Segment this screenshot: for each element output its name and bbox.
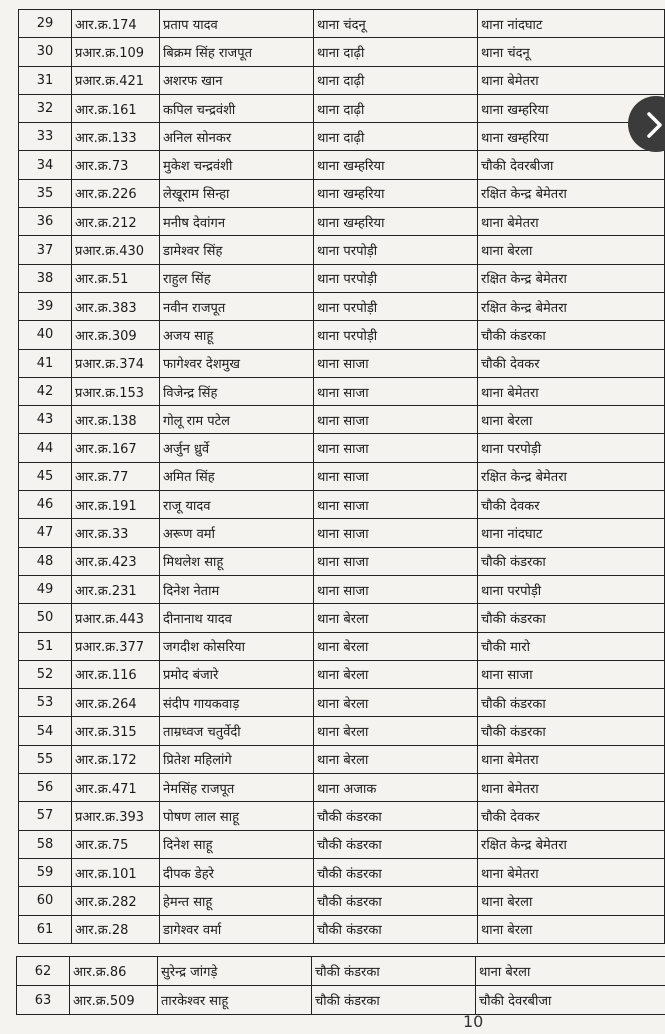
table-row — [19, 236, 665, 264]
employee-name-cell: प्रमोद बंजारे — [160, 660, 314, 688]
employee-name-cell: अनिल सोनकर — [160, 123, 314, 151]
employee-name-cell: दिनेश नेताम — [160, 575, 314, 603]
serial-number-cell: 30 — [19, 38, 72, 66]
employee-name-cell: प्रितेश महिलांगे — [160, 745, 314, 773]
rank-number-cell: आर.क्र.282 — [72, 887, 160, 915]
current-posting-cell: थाना अजाक — [314, 774, 478, 802]
current-posting-cell: थाना बेरला — [314, 632, 478, 660]
serial-number-cell: 58 — [19, 830, 72, 858]
rank-number-cell: आर.क्र.212 — [72, 208, 160, 236]
serial-number-cell: 41 — [19, 349, 72, 377]
current-posting-cell: थाना खम्हरिया — [314, 179, 478, 207]
current-posting-cell: चौकी कंडरका — [314, 858, 478, 886]
current-posting-cell: चौकी कंडरका — [314, 830, 478, 858]
serial-number-cell: 36 — [19, 208, 72, 236]
new-posting-cell: थाना बेमेतरा — [478, 208, 665, 236]
rank-number-cell: आर.क्र.75 — [72, 830, 160, 858]
table-row — [19, 802, 665, 830]
employee-name-cell: नेमसिंह राजपूत — [160, 774, 314, 802]
table-row — [19, 632, 665, 660]
new-posting-cell: थाना परपोड़ी — [478, 575, 665, 603]
table-row — [19, 745, 665, 773]
new-posting-cell: चौकी मारो — [478, 632, 665, 660]
current-posting-cell: थाना साजा — [314, 349, 478, 377]
serial-number-cell: 39 — [19, 292, 72, 320]
new-posting-cell: चौकी देवरबीजा — [478, 151, 665, 179]
employee-name-cell: लेखूराम सिन्हा — [160, 179, 314, 207]
rank-number-cell: आर.क्र.28 — [72, 915, 160, 943]
table-row — [19, 151, 665, 179]
table-row — [19, 38, 665, 66]
employee-name-cell: बिक्रम सिंह राजपूत — [160, 38, 314, 66]
employee-name-cell: मनीष देवांगन — [160, 208, 314, 236]
employee-name-cell: दिनेश साहू — [160, 830, 314, 858]
employee-name-cell: फागेश्वर देशमुख — [160, 349, 314, 377]
current-posting-cell: थाना दाढ़ी — [314, 123, 478, 151]
table-row — [19, 179, 665, 207]
new-posting-cell: चौकी देवकर — [478, 349, 665, 377]
rank-number-cell: प्रआर.क्र.377 — [72, 632, 160, 660]
new-posting-cell: रक्षित केन्द्र बेमेतरा — [478, 292, 665, 320]
employee-name-cell: प्रताप यादव — [160, 10, 314, 38]
new-posting-cell: थाना बेरला — [478, 915, 665, 943]
rank-number-cell: आर.क्र.172 — [72, 745, 160, 773]
table-row — [19, 660, 665, 688]
current-posting-cell: थाना बेरला — [314, 717, 478, 745]
employee-name-cell: अमित सिंह — [160, 462, 314, 490]
rank-number-cell: प्रआर.क्र.443 — [72, 604, 160, 632]
current-posting-cell: चौकी कंडरका — [314, 802, 478, 830]
current-posting-cell: चौकी कंडरका — [314, 887, 478, 915]
serial-number-cell: 55 — [19, 745, 72, 773]
new-posting-cell: रक्षित केन्द्र बेमेतरा — [478, 830, 665, 858]
rank-number-cell: आर.क्र.167 — [72, 434, 160, 462]
employee-name-cell: अशरफ खान — [160, 66, 314, 94]
employee-name-cell: राहुल सिंह — [160, 264, 314, 292]
serial-number-cell: 43 — [19, 406, 72, 434]
rank-number-cell: आर.क्र.383 — [72, 292, 160, 320]
new-posting-cell: थाना बेरला — [478, 887, 665, 915]
serial-number-cell: 42 — [19, 377, 72, 405]
serial-number-cell: 40 — [19, 321, 72, 349]
table-row — [19, 717, 665, 745]
serial-number-cell: 45 — [19, 462, 72, 490]
current-posting-cell: थाना परपोड़ी — [314, 264, 478, 292]
current-posting-cell: थाना साजा — [314, 519, 478, 547]
serial-number-cell: 50 — [19, 604, 72, 632]
rank-number-cell: आर.क्र.33 — [72, 519, 160, 547]
new-posting-cell: रक्षित केन्द्र बेमेतरा — [478, 264, 665, 292]
table-row — [19, 774, 665, 802]
rank-number-cell: आर.क्र.86 — [70, 957, 158, 986]
table-row — [19, 321, 665, 349]
employee-name-cell: पोषण लाल साहू — [160, 802, 314, 830]
current-posting-cell: थाना बेरला — [314, 604, 478, 632]
employee-name-cell: डागेश्वर वर्मा — [160, 915, 314, 943]
employee-name-cell: गोलू राम पटेल — [160, 406, 314, 434]
employee-name-cell: मिथलेश साहू — [160, 547, 314, 575]
employee-name-cell: विजेन्द्र सिंह — [160, 377, 314, 405]
employee-name-cell: ताम्रध्वज चतुर्वेदी — [160, 717, 314, 745]
serial-number-cell: 47 — [19, 519, 72, 547]
employee-name-cell: सुरेन्द्र जांगड़े — [158, 957, 312, 986]
serial-number-cell: 37 — [19, 236, 72, 264]
current-posting-cell: थाना साजा — [314, 434, 478, 462]
table-row — [19, 66, 665, 94]
rank-number-cell: आर.क्र.116 — [72, 660, 160, 688]
table-row — [19, 292, 665, 320]
rank-number-cell: आर.क्र.161 — [72, 94, 160, 122]
new-posting-cell: चौकी कंडरका — [478, 321, 665, 349]
rank-number-cell: प्रआर.क्र.393 — [72, 802, 160, 830]
serial-number-cell: 34 — [19, 151, 72, 179]
transfer-table-continued — [16, 956, 665, 1015]
serial-number-cell: 46 — [19, 491, 72, 519]
serial-number-cell: 44 — [19, 434, 72, 462]
serial-number-cell: 49 — [19, 575, 72, 603]
employee-name-cell: दीनानाथ यादव — [160, 604, 314, 632]
table-row — [19, 915, 665, 943]
rank-number-cell: आर.क्र.509 — [70, 986, 158, 1015]
rank-number-cell: आर.क्र.191 — [72, 491, 160, 519]
current-posting-cell: थाना साजा — [314, 491, 478, 519]
new-posting-cell: थाना बेरला — [478, 236, 665, 264]
new-posting-cell: थाना बेमेतरा — [478, 377, 665, 405]
new-posting-cell: थाना बेमेतरा — [478, 66, 665, 94]
employee-name-cell: अजय साहू — [160, 321, 314, 349]
new-posting-cell: थाना बेरला — [478, 406, 665, 434]
serial-number-cell: 62 — [17, 957, 70, 986]
rank-number-cell: आर.क्र.309 — [72, 321, 160, 349]
serial-number-cell: 59 — [19, 858, 72, 886]
new-posting-cell: थाना खम्हरिया — [478, 94, 665, 122]
current-posting-cell: चौकी कंडरका — [312, 986, 476, 1015]
serial-number-cell: 31 — [19, 66, 72, 94]
rank-number-cell: आर.क्र.138 — [72, 406, 160, 434]
current-posting-cell: चौकी कंडरका — [312, 957, 476, 986]
new-posting-cell: थाना परपोड़ी — [478, 434, 665, 462]
rank-number-cell: आर.क्र.315 — [72, 717, 160, 745]
current-posting-cell: थाना साजा — [314, 575, 478, 603]
rank-number-cell: आर.क्र.264 — [72, 689, 160, 717]
current-posting-cell: थाना साजा — [314, 547, 478, 575]
new-posting-cell: थाना चंदनू — [478, 38, 665, 66]
table-row — [19, 462, 665, 490]
rank-number-cell: प्रआर.क्र.421 — [72, 66, 160, 94]
current-posting-cell: थाना साजा — [314, 377, 478, 405]
current-posting-cell: थाना परपोड़ी — [314, 292, 478, 320]
current-posting-cell: थाना परपोड़ी — [314, 321, 478, 349]
new-posting-cell: चौकी कंडरका — [478, 604, 665, 632]
new-posting-cell: थाना साजा — [478, 660, 665, 688]
new-posting-cell: थाना बेमेतरा — [478, 745, 665, 773]
rank-number-cell: प्रआर.क्र.374 — [72, 349, 160, 377]
current-posting-cell: थाना दाढ़ी — [314, 38, 478, 66]
current-posting-cell: थाना बेरला — [314, 745, 478, 773]
rank-number-cell: आर.क्र.231 — [72, 575, 160, 603]
employee-name-cell: कपिल चन्द्रवंशी — [160, 94, 314, 122]
current-posting-cell: थाना साजा — [314, 406, 478, 434]
rank-number-cell: आर.क्र.226 — [72, 179, 160, 207]
new-posting-cell: रक्षित केन्द्र बेमेतरा — [478, 179, 665, 207]
serial-number-cell: 29 — [19, 10, 72, 38]
table-row — [17, 986, 665, 1015]
current-posting-cell: थाना दाढ़ी — [314, 94, 478, 122]
serial-number-cell: 52 — [19, 660, 72, 688]
rank-number-cell: आर.क्र.423 — [72, 547, 160, 575]
employee-name-cell: मुकेश चन्द्रवंशी — [160, 151, 314, 179]
serial-number-cell: 35 — [19, 179, 72, 207]
employee-name-cell: जगदीश कोसरिया — [160, 632, 314, 660]
current-posting-cell: चौकी कंडरका — [314, 915, 478, 943]
new-posting-cell: चौकी देवरबीजा — [476, 986, 665, 1015]
serial-number-cell: 56 — [19, 774, 72, 802]
employee-name-cell: नवीन राजपूत — [160, 292, 314, 320]
current-posting-cell: थाना दाढ़ी — [314, 66, 478, 94]
table-row — [19, 10, 665, 38]
rank-number-cell: प्रआर.क्र.153 — [72, 377, 160, 405]
serial-number-cell: 53 — [19, 689, 72, 717]
rank-number-cell: आर.क्र.133 — [72, 123, 160, 151]
new-posting-cell: थाना नांदघाट — [478, 10, 665, 38]
table-row — [19, 123, 665, 151]
new-posting-cell: चौकी कंडरका — [478, 717, 665, 745]
table-row — [19, 377, 665, 405]
employee-name-cell: डामेश्वर सिंह — [160, 236, 314, 264]
serial-number-cell: 63 — [17, 986, 70, 1015]
serial-number-cell: 54 — [19, 717, 72, 745]
table-row — [19, 575, 665, 603]
new-posting-cell: चौकी देवकर — [478, 491, 665, 519]
rank-number-cell: आर.क्र.174 — [72, 10, 160, 38]
table-row — [19, 689, 665, 717]
rank-number-cell: आर.क्र.101 — [72, 858, 160, 886]
rank-number-cell: आर.क्र.51 — [72, 264, 160, 292]
transfer-table — [18, 9, 665, 944]
current-posting-cell: थाना खम्हरिया — [314, 208, 478, 236]
serial-number-cell: 61 — [19, 915, 72, 943]
new-posting-cell: थाना नांदघाट — [478, 519, 665, 547]
serial-number-cell: 33 — [19, 123, 72, 151]
employee-name-cell: राजू यादव — [160, 491, 314, 519]
current-posting-cell: थाना खम्हरिया — [314, 151, 478, 179]
table-row — [19, 519, 665, 547]
chevron-right-icon — [640, 110, 665, 140]
current-posting-cell: थाना साजा — [314, 462, 478, 490]
serial-number-cell: 38 — [19, 264, 72, 292]
new-posting-cell: चौकी कंडरका — [478, 547, 665, 575]
serial-number-cell: 48 — [19, 547, 72, 575]
serial-number-cell: 60 — [19, 887, 72, 915]
table-row — [19, 858, 665, 886]
table-row — [19, 830, 665, 858]
employee-name-cell: अर्जुन ध्रुर्वे — [160, 434, 314, 462]
table-row — [19, 94, 665, 122]
rank-number-cell: आर.क्र.77 — [72, 462, 160, 490]
table-row — [19, 604, 665, 632]
page-number: 10 — [463, 1012, 484, 1031]
new-posting-cell: थाना खम्हरिया — [478, 123, 665, 151]
new-posting-cell: थाना बेमेतरा — [478, 858, 665, 886]
employee-name-cell: संदीप गायकवाड़ — [160, 689, 314, 717]
rank-number-cell: प्रआर.क्र.109 — [72, 38, 160, 66]
current-posting-cell: थाना बेरला — [314, 689, 478, 717]
table-row — [19, 887, 665, 915]
rank-number-cell: प्रआर.क्र.430 — [72, 236, 160, 264]
new-posting-cell: थाना बेरला — [476, 957, 665, 986]
new-posting-cell: थाना बेमेतरा — [478, 774, 665, 802]
table-row — [19, 434, 665, 462]
serial-number-cell: 51 — [19, 632, 72, 660]
rank-number-cell: आर.क्र.471 — [72, 774, 160, 802]
table-row — [19, 264, 665, 292]
serial-number-cell: 57 — [19, 802, 72, 830]
employee-name-cell: अरूण वर्मा — [160, 519, 314, 547]
serial-number-cell: 32 — [19, 94, 72, 122]
new-posting-cell: रक्षित केन्द्र बेमेतरा — [478, 462, 665, 490]
current-posting-cell: थाना चंदनू — [314, 10, 478, 38]
employee-name-cell: तारकेश्वर साहू — [158, 986, 312, 1015]
table-row — [19, 406, 665, 434]
table-row — [19, 547, 665, 575]
table-row — [19, 349, 665, 377]
current-posting-cell: थाना परपोड़ी — [314, 236, 478, 264]
rank-number-cell: आर.क्र.73 — [72, 151, 160, 179]
new-posting-cell: चौकी कंडरका — [478, 689, 665, 717]
employee-name-cell: हेमन्त साहू — [160, 887, 314, 915]
table-row — [19, 208, 665, 236]
employee-name-cell: दीपक डेहरे — [160, 858, 314, 886]
new-posting-cell: चौकी देवकर — [478, 802, 665, 830]
table-row — [19, 491, 665, 519]
table-row — [17, 957, 665, 986]
current-posting-cell: थाना बेरला — [314, 660, 478, 688]
